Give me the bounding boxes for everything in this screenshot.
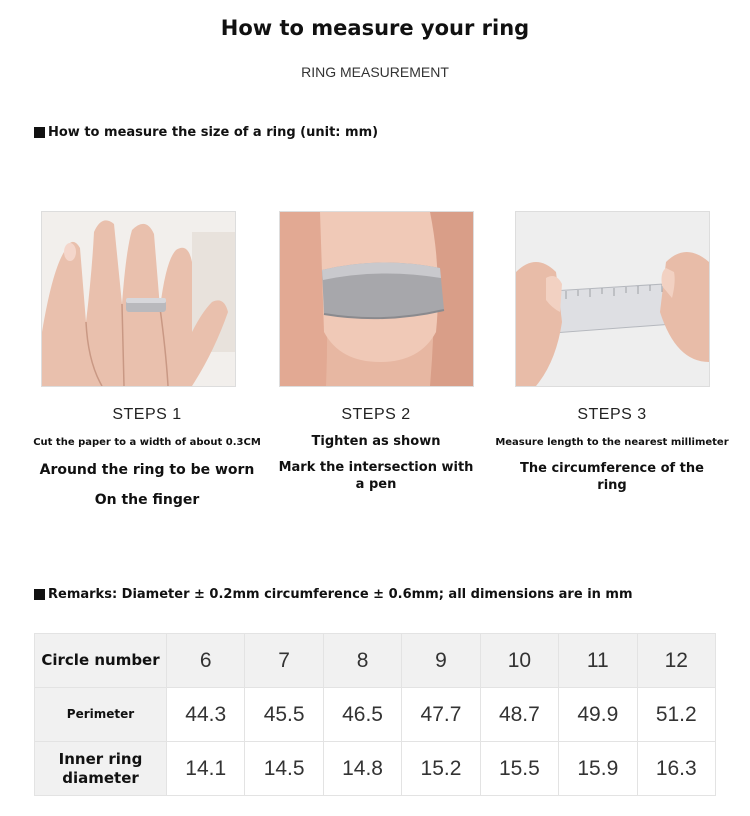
- measure-section-heading: [34, 125, 378, 140]
- step3-line2: The circumference of the ring: [520, 461, 704, 493]
- page-title: How to measure your ring: [220, 16, 530, 40]
- table-cell: 14.5: [245, 742, 323, 796]
- step2-title: STEPS 2: [341, 406, 411, 423]
- table-cell: 49.9: [559, 688, 637, 742]
- perimeter-label: Perimeter: [35, 688, 167, 742]
- remarks-heading-text: Remarks: Diameter ± 0.2mm circumference ± 0.6mm; all dimensions are in mm: [48, 587, 633, 602]
- inner-diameter-label: Inner ring diameter: [35, 742, 167, 796]
- circle-number-label: Circle number: [35, 634, 167, 688]
- table-cell: 14.1: [167, 742, 245, 796]
- page-subtitle: RING MEASUREMENT: [301, 64, 449, 80]
- table-cell: 6: [167, 634, 245, 688]
- step1-column: [24, 406, 270, 509]
- table-row: [35, 742, 716, 796]
- step1-line2: Around the ring to be worn: [39, 462, 255, 478]
- square-bullet-icon: [34, 589, 45, 600]
- step2-photo: [279, 211, 474, 387]
- step1-line1: Cut the paper to a width of about 0.3CM: [33, 437, 261, 448]
- step1-title: STEPS 1: [112, 406, 182, 423]
- table-row: [35, 688, 716, 742]
- step3-title: STEPS 3: [577, 406, 647, 423]
- measure-section-heading-text: How to measure the size of a ring (unit: mm): [48, 125, 379, 140]
- step2-line2: Mark the intersection with a pen: [278, 460, 474, 492]
- table-cell: 48.7: [480, 688, 558, 742]
- table-cell: 15.2: [402, 742, 480, 796]
- step1-photo: [41, 211, 236, 387]
- table-cell: 46.5: [323, 688, 401, 742]
- table-cell: 47.7: [402, 688, 480, 742]
- table-cell: 15.5: [480, 742, 558, 796]
- step3-column: [480, 406, 744, 494]
- table-cell: 45.5: [245, 688, 323, 742]
- table-cell: 7: [245, 634, 323, 688]
- step3-line1: Measure length to the nearest millimeter: [495, 437, 729, 448]
- table-cell: 8: [323, 634, 401, 688]
- table-cell: 15.9: [559, 742, 637, 796]
- step1-line3: On the finger: [94, 492, 200, 508]
- step3-photo: [515, 211, 710, 387]
- table-cell: 10: [480, 634, 558, 688]
- table-cell: 44.3: [167, 688, 245, 742]
- square-bullet-icon: [34, 127, 45, 138]
- table-cell: 12: [637, 634, 715, 688]
- table-cell: 14.8: [323, 742, 401, 796]
- table-cell: 16.3: [637, 742, 715, 796]
- table-row: [35, 634, 716, 688]
- table-cell: 51.2: [637, 688, 715, 742]
- step2-line1: Tighten as shown: [311, 434, 441, 449]
- table-cell: 11: [559, 634, 637, 688]
- remarks-heading: [34, 587, 633, 602]
- ring-size-table: [34, 633, 716, 796]
- step2-column: [274, 406, 478, 493]
- table-cell: 9: [402, 634, 480, 688]
